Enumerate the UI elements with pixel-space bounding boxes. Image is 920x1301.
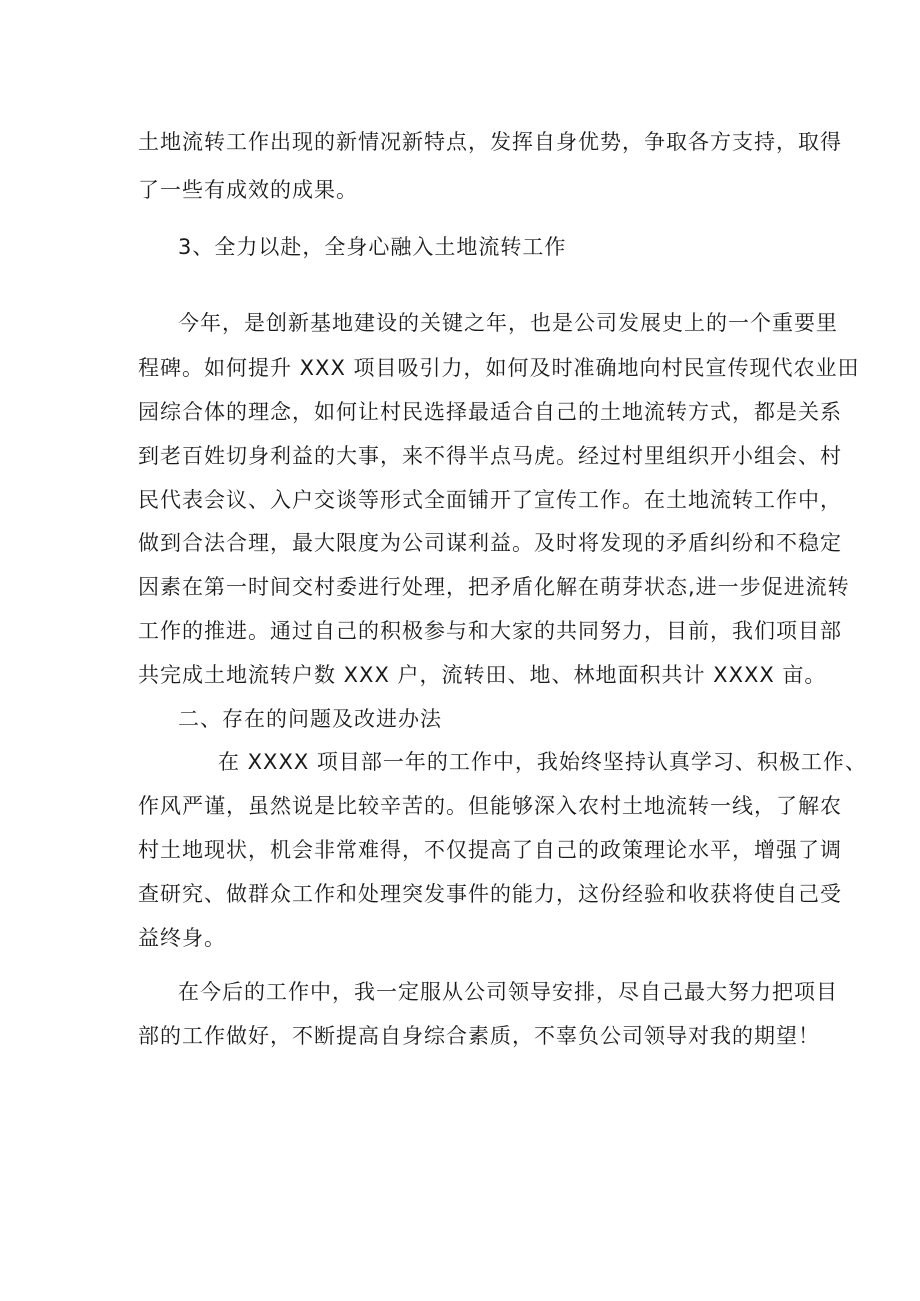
- paragraph-3-line-5: 益终身。: [138, 926, 226, 950]
- paragraph-4-line-2: 部的工作做好，不断提高自身综合素质，不辜负公司领导对我的期望！: [138, 1024, 820, 1048]
- paragraph-2-line-8: 工作的推进。通过自己的积极参与和大家的共同努力，目前，我们项目部: [138, 619, 842, 643]
- paragraph-1-line-2: 了一些有成效的成果。: [138, 178, 358, 202]
- paragraph-2-line-9: 共完成土地流转户数 XXX 户，流转田、地、林地面积共计 XXXX 亩。: [138, 663, 827, 687]
- section-heading-3: 3、全力以赴，全身心融入土地流转工作: [178, 235, 567, 259]
- paragraph-2-line-6: 做到合法合理，最大限度为公司谋利益。及时将发现的矛盾纠纷和不稳定: [138, 531, 842, 555]
- paragraph-3-line-3: 村土地现状，机会非常难得，不仅提高了自己的政策理论水平，增强了调: [138, 838, 842, 862]
- paragraph-2-line-1: 今年，是创新基地建设的关键之年，也是公司发展史上的一个重要里: [178, 311, 838, 335]
- paragraph-3-line-2: 作风严谨，虽然说是比较辛苦的。但能够深入农村土地流转一线，了解农: [138, 794, 842, 818]
- paragraph-2-line-7: 因素在第一时间交村委进行处理，把矛盾化解在萌芽状态,进一步促进流转: [138, 575, 850, 599]
- paragraph-2-line-4: 到老百姓切身利益的大事，来不得半点马虎。经过村里组织开小组会、村: [138, 444, 842, 468]
- section-heading-2: 二、存在的问题及改进办法: [178, 707, 442, 731]
- paragraph-4-line-1: 在今后的工作中，我一定服从公司领导安排，尽自己最大努力把项目: [178, 980, 838, 1004]
- paragraph-3-line-1: 在 XXXX 项目部一年的工作中，我始终坚持认真学习、积极工作、: [218, 750, 867, 774]
- paragraph-2-line-5: 民代表会议、入户交谈等形式全面铺开了宣传工作。在土地流转工作中，: [138, 488, 842, 512]
- paragraph-2-line-2: 程碑。如何提升 XXX 项目吸引力，如何及时准确地向村民宣传现代农业田: [138, 356, 860, 380]
- paragraph-2-line-3: 园综合体的理念，如何让村民选择最适合自己的土地流转方式，都是关系: [138, 400, 842, 424]
- paragraph-3-line-4: 查研究、做群众工作和处理突发事件的能力，这份经验和收获将使自己受: [138, 882, 842, 906]
- paragraph-1-line-1: 土地流转工作出现的新情况新特点，发挥自身优势，争取各方支持，取得: [138, 130, 842, 154]
